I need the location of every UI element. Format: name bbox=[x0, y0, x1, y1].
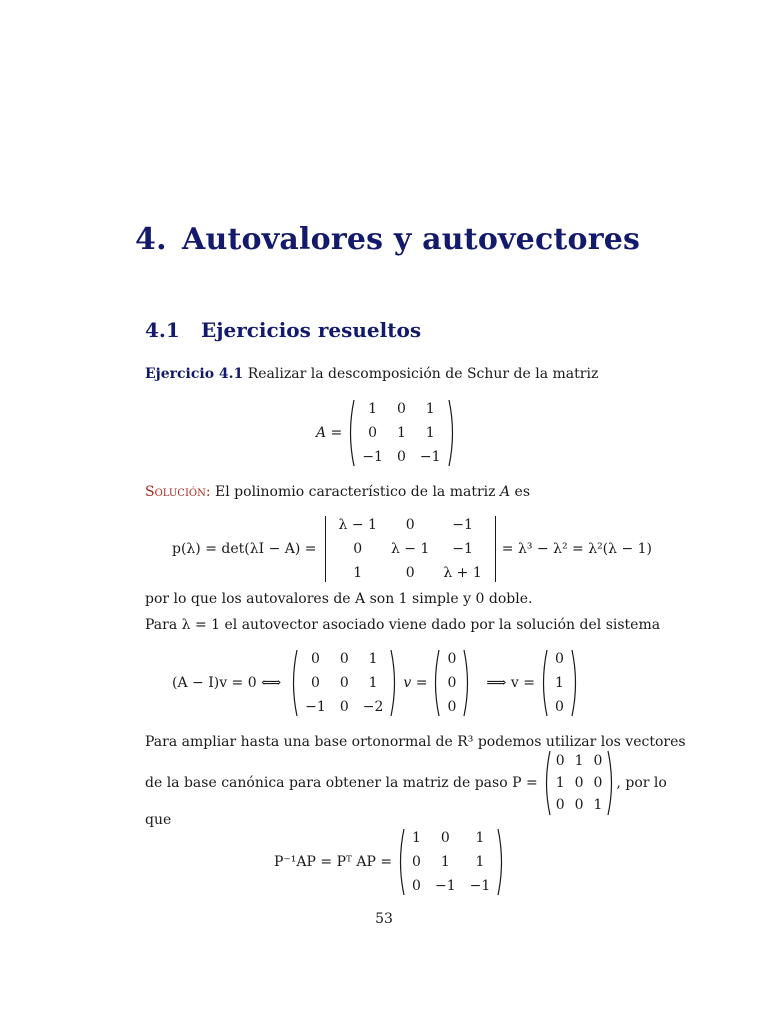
right-paren bbox=[571, 649, 580, 717]
cell: 0 bbox=[405, 517, 415, 533]
chapter-title-text: Autovalores y autovectores bbox=[182, 222, 641, 257]
cell: 0 bbox=[574, 775, 584, 791]
solution-text-a: El polinomio característico de la matriz bbox=[215, 484, 500, 500]
cell: 0 bbox=[368, 425, 378, 441]
section-number: 4.1 bbox=[145, 318, 180, 342]
cell: 0 bbox=[555, 651, 564, 667]
por-lo-text: , por lo bbox=[616, 775, 667, 791]
cell: −1 bbox=[452, 517, 473, 533]
cell: 0 bbox=[574, 797, 584, 813]
cell: 0 bbox=[353, 541, 363, 557]
right-paren bbox=[497, 828, 506, 896]
exercise-label: Ejercicio 4.1 bbox=[145, 366, 244, 382]
solution-var: A bbox=[499, 484, 511, 500]
matrix-p bbox=[551, 750, 608, 816]
section-heading bbox=[145, 318, 421, 342]
right-paren bbox=[390, 649, 399, 717]
cell: 0 bbox=[412, 854, 421, 870]
exercise-statement bbox=[145, 366, 598, 382]
cell: 0 bbox=[593, 775, 603, 791]
cell: 0 bbox=[311, 651, 320, 667]
orthonormal-text: Para ampliar hasta una base ortonormal de R³ podemos utilizar los vectores bbox=[145, 734, 686, 750]
cell: 0 bbox=[555, 753, 565, 769]
cell: 0 bbox=[396, 401, 406, 417]
cell: 0 bbox=[339, 651, 349, 667]
system-mid: v = bbox=[403, 675, 428, 691]
cell: 1 bbox=[440, 854, 450, 870]
system-implies: ⟹ v = bbox=[486, 675, 536, 691]
charpoly-lhs: p(λ) = det(λI − A) = bbox=[172, 541, 317, 557]
chapter-title bbox=[135, 222, 640, 257]
cell: −1 bbox=[469, 878, 491, 894]
cell: 1 bbox=[475, 830, 485, 846]
matrix-a-lhs: A = bbox=[316, 425, 343, 441]
system-matrix bbox=[298, 647, 390, 719]
det-bar-right bbox=[495, 516, 496, 582]
zero-vector bbox=[440, 647, 463, 719]
cell: 0 bbox=[447, 675, 457, 691]
right-paren bbox=[607, 750, 616, 816]
cell: −1 bbox=[419, 449, 441, 465]
charpoly-equation bbox=[172, 513, 652, 585]
cell: 1 bbox=[368, 675, 378, 691]
cell: 1 bbox=[425, 425, 435, 441]
similarity-lhs: P⁻¹AP = Pᵀ AP = bbox=[274, 854, 393, 870]
cell: 0 bbox=[311, 675, 320, 691]
cell: 1 bbox=[555, 775, 565, 791]
cell: 0 bbox=[339, 675, 349, 691]
eigenvector-intro: Para λ = 1 el autovector asociado viene dado por la solución del sistema bbox=[145, 617, 661, 633]
cell: 1 bbox=[368, 651, 378, 667]
canonical-text: de la base canónica para obtener la matriz de paso P = bbox=[145, 775, 538, 791]
page-number: 53 bbox=[375, 911, 393, 927]
cell: 1 bbox=[475, 854, 485, 870]
left-paren bbox=[431, 649, 440, 717]
cell: λ − 1 bbox=[338, 517, 377, 533]
left-paren bbox=[346, 399, 355, 467]
cell: 1 bbox=[555, 675, 564, 691]
cell: −1 bbox=[305, 699, 326, 715]
cell: 0 bbox=[405, 565, 415, 581]
section-title-text: Ejercicios resueltos bbox=[201, 318, 422, 342]
cell: −1 bbox=[434, 878, 456, 894]
cell: 1 bbox=[425, 401, 435, 417]
cell: 0 bbox=[339, 699, 349, 715]
cell: −1 bbox=[452, 541, 473, 557]
cell: 1 bbox=[593, 797, 603, 813]
left-paren bbox=[542, 750, 551, 816]
similarity-equation bbox=[274, 826, 506, 898]
cell: 0 bbox=[396, 449, 406, 465]
system-lhs: (A − I)v = 0 ⟺ bbox=[172, 675, 282, 691]
det-bar-left bbox=[325, 516, 326, 582]
left-paren bbox=[289, 649, 298, 717]
cell: 0 bbox=[555, 699, 564, 715]
cell: λ + 1 bbox=[443, 565, 482, 581]
right-paren bbox=[463, 649, 472, 717]
charpoly-matrix bbox=[332, 513, 489, 585]
solution-text-b: es bbox=[510, 484, 531, 500]
solution-vector bbox=[548, 647, 571, 719]
exercise-text: Realizar la descomposición de Schur de la matriz bbox=[247, 366, 599, 382]
cell: 0 bbox=[447, 651, 457, 667]
cell: 1 bbox=[412, 830, 421, 846]
solution-label: Solución: bbox=[145, 484, 211, 500]
left-paren bbox=[539, 649, 548, 717]
cell: 1 bbox=[368, 401, 378, 417]
right-paren bbox=[448, 399, 457, 467]
solution-line bbox=[145, 484, 530, 500]
cell: 0 bbox=[412, 878, 421, 894]
cell: 1 bbox=[353, 565, 363, 581]
cell: λ − 1 bbox=[390, 541, 430, 557]
que-text: que bbox=[145, 812, 172, 828]
cell: 0 bbox=[440, 830, 450, 846]
matrix-a-equation bbox=[316, 397, 457, 469]
similar-matrix bbox=[405, 826, 497, 898]
cell: 0 bbox=[555, 797, 565, 813]
cell: −1 bbox=[362, 449, 383, 465]
cell: 1 bbox=[574, 753, 584, 769]
matrix-p-line bbox=[145, 750, 667, 816]
eigenvalues-text: por lo que los autovalores de A son 1 simple y 0 doble. bbox=[145, 591, 533, 607]
chapter-number: 4. bbox=[135, 222, 167, 257]
matrix-a bbox=[355, 397, 447, 469]
cell: −2 bbox=[362, 699, 384, 715]
cell: 1 bbox=[396, 425, 406, 441]
system-equation bbox=[172, 647, 580, 719]
charpoly-rhs: = λ³ − λ² = λ²(λ − 1) bbox=[501, 541, 653, 557]
cell: 0 bbox=[447, 699, 457, 715]
left-paren bbox=[396, 828, 405, 896]
cell: 0 bbox=[593, 753, 603, 769]
